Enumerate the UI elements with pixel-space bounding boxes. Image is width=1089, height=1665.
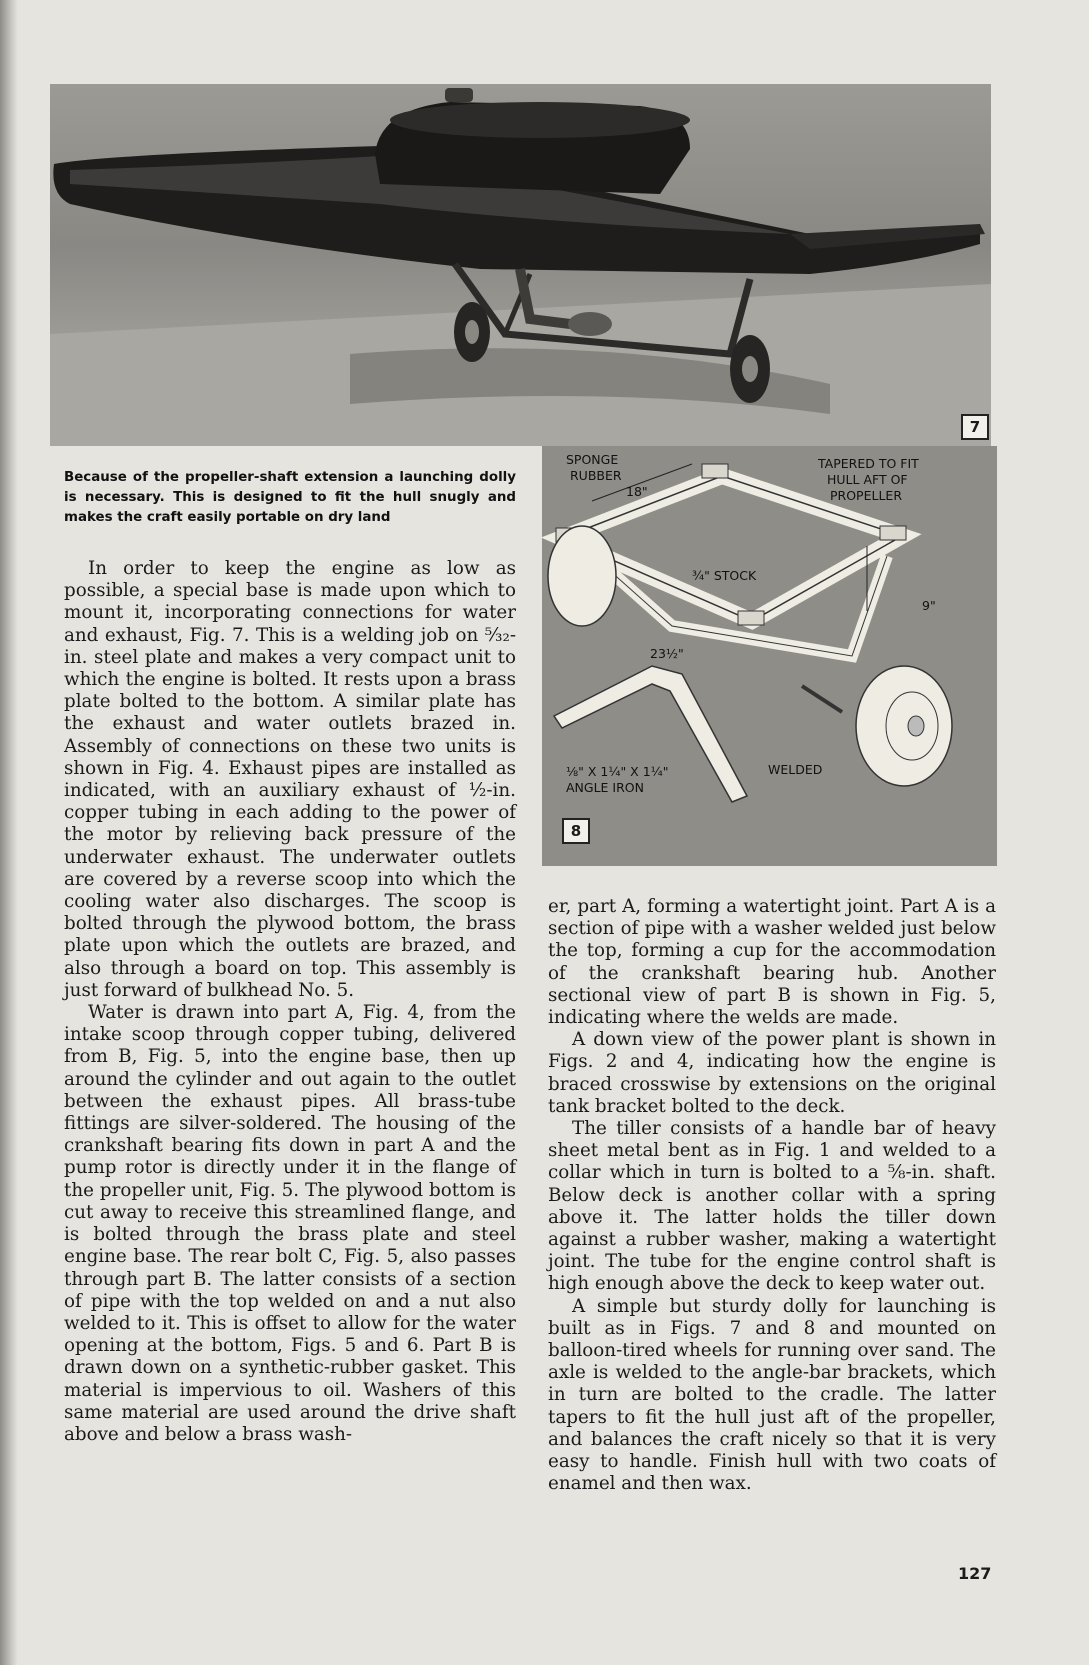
front-wheel-hub [465,320,479,344]
right-column [548,896,996,1495]
sponge-pad-1 [702,464,728,478]
label-angle-2: ANGLE IRON [566,780,644,795]
left-paragraph-1: In order to keep the engine as low as possible, a special base is made upon which to mount it, incorporating connections for water and exhaust, Fig. 7. This is a welding job on ⁵⁄₃₂-in. steel plate and makes a very compact unit to which the engine is bolted. It rests upon a brass plate bolted to the bottom. A similar plate has the exhaust and water outlets brazed in. Assembly of connections on these two units is shown in Fig. 4. Exhaust pipes are installed as indicated, with an auxiliary exhaust of ½-in. copper tubing in each adding to the power of the motor by relieving back pressure of the underwater exhaust. The underwater outlets are covered by a reverse scoop into which the cooling water also discharges. The scoop is bolted through the plywood bottom, the brass plate upon which the outlets are brazed, and also through a board on top. This assembly is just forward of bulkhead No. 5. [64,558,516,1001]
label-angle-1: ⅛" X 1¼" X 1¼" [566,764,669,779]
label-dim-18: 18" [626,484,648,499]
filler-cap [445,88,473,102]
left-paragraph-2: Water is drawn into part A, Fig. 4, from the intake scoop through copper tubing, delivered from B, Fig. 5, into the engine base, then up around the cylinder and out again to the outlet between the exhaust pipes. All brass-tube fittings are silver-soldered. The housing of the crankshaft bearing fits down in part A and the pump rotor is directly under it in the flange of the propeller unit, Fig. 5. The plywood bottom is cut away to receive this streamlined flange, and is bolted through the brass plate and steel engine base. The rear bolt C, Fig. 5, also passes through part B. The latter consists of a section of pipe with the top welded on and a nut also welded to it. This is offset to allow for the water opening at the bottom, Figs. 5 and 6. Part B is drawn down on a synthetic-rubber gasket. This material is impervious to oil. Washers of this same material are used around the drive shaft above and below a brass wash- [64,1002,516,1445]
right-wheel-hub [908,716,924,736]
figure-8-badge: 8 [562,818,590,844]
label-welded: WELDED [768,762,823,777]
figure-7-badge: 7 [961,414,989,440]
rear-wheel-hub [742,356,758,382]
label-dim-9: 9" [922,598,936,613]
page-number: 127 [958,1564,992,1583]
right-paragraph-4: A simple but sturdy dolly for launching is built as in Figs. 7 and 8 and mounted on balloon-tired wheels for running over sand. The axle is welded to the angle-bar brackets, which in turn are bolted to the cradle. The latter tapers to fit the hull just aft of the propeller, and balances the craft nicely so that it is very easy to handle. Finish hull with two coats of enamel and then wax. [548,1295,996,1495]
figure-caption: Because of the propeller-shaft extension a launching dolly is necessary. This is designed to fit the hull snugly and makes the craft easily portable on dry land [64,470,516,525]
label-stock: ¾" STOCK [692,568,757,583]
cowling-top [390,102,690,138]
label-tapered-2: HULL AFT OF [827,472,908,487]
label-sponge-1: SPONGE [566,452,619,467]
right-paragraph-3: The tiller consists of a handle bar of heavy sheet metal bent as in Fig. 1 and welded to a collar which in turn is bolted to a ⅝-in. shaft. Below deck is another collar with a spring above it. The latter holds the tiller down against a rubber washer, making a watertight joint. The tube for the engine control shaft is high enough above the deck to keep water out. [548,1118,996,1295]
left-column [64,558,516,1446]
page-spine-shadow [0,0,18,1665]
right-paragraph-1: er, part A, forming a watertight joint. Part A is a section of pipe with a washer welded just below the top, forming a cup for the accommodation of the crankshaft bearing hub. Another sectional view of part B is shown in Fig. 5, indicating where the welds are made. [548,896,996,1029]
boat-on-dolly-illustration [50,84,991,446]
sponge-pad-4 [738,611,764,625]
label-dim-23: 23½" [650,646,684,661]
sponge-pad-3 [880,526,906,540]
propeller [568,312,612,336]
right-paragraph-2: A down view of the power plant is shown in Figs. 2 and 4, indicating how the engine is braced crosswise by extensions on the original tank bracket bolted to the deck. [548,1029,996,1117]
figure-8-drawing [542,446,997,866]
label-sponge-2: RUBBER [570,468,622,483]
dolly-diagram [542,446,997,866]
label-tapered-3: PROPELLER [830,488,903,503]
figure-7-photo [50,84,991,446]
left-wheel [548,526,616,626]
axle [802,686,842,712]
label-tapered-1: TAPERED TO FIT [818,456,919,471]
